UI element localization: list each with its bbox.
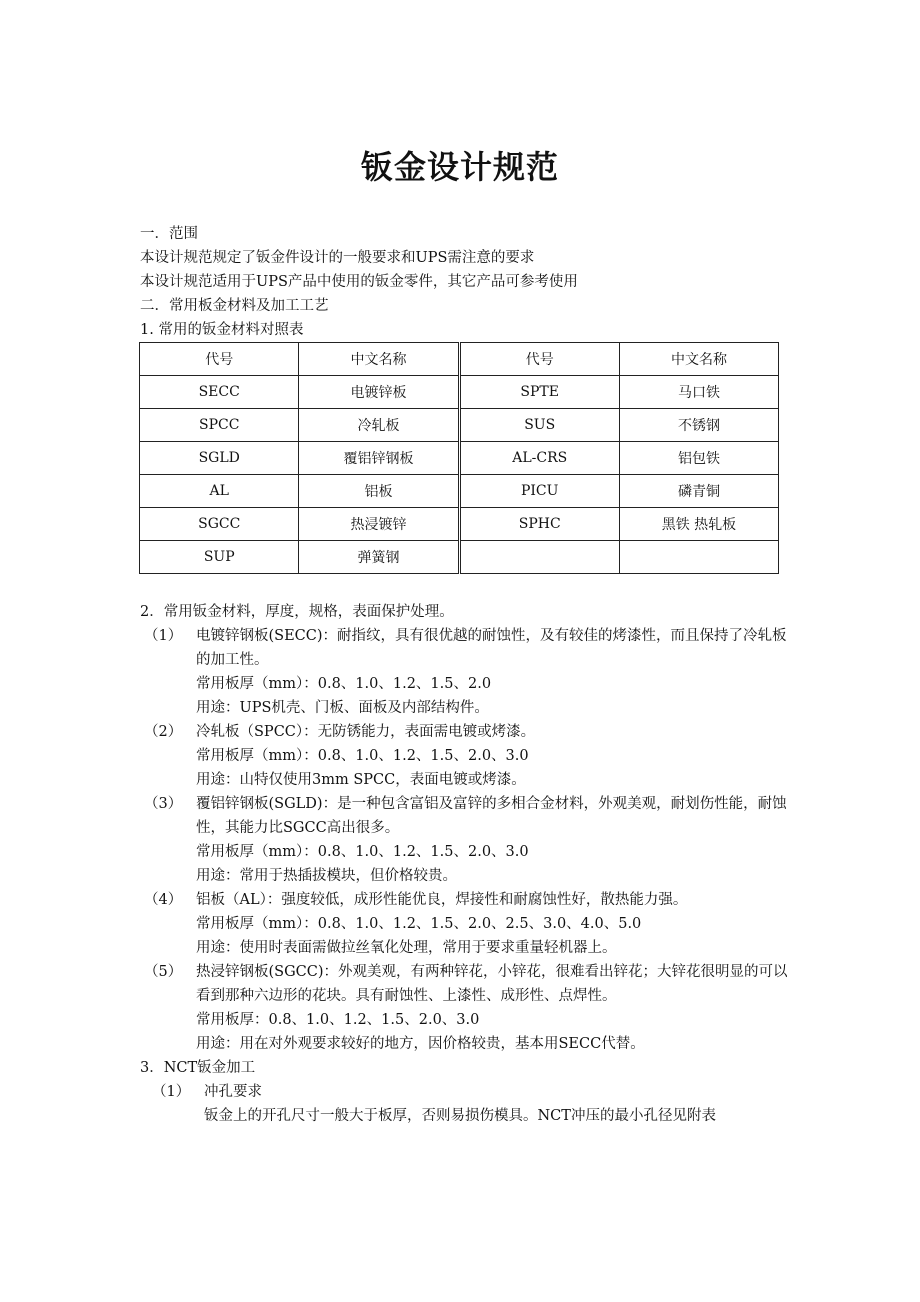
sub-heading: 冲孔要求: [204, 1084, 262, 1100]
table-cell: 黑铁 热轧板: [619, 508, 778, 541]
item-number: （5）: [144, 964, 183, 980]
section-2-3-heading: 3．NCT钣金加工: [140, 1060, 256, 1076]
item-description: 热浸锌钢板(SGCC)：外观美观，有两种锌花，小锌花，很难看出锌花；大锌花很明显的可以看到那种六边形的花块。具有耐蚀性、上漆性、成形性、点焊性。: [196, 964, 788, 1004]
sub-number: （1）: [152, 1084, 191, 1100]
item-usage: 用途：山特仅使用3mm SPCC，表面电镀或烤漆。: [196, 772, 526, 788]
table-row: [140, 541, 779, 574]
table-cell: 马口铁: [619, 376, 778, 409]
scope-line-2: 本设计规范适用于UPS产品中使用的钣金零件，其它产品可参考使用: [140, 274, 578, 290]
table-row: [140, 376, 779, 409]
table-cell: 铝板: [299, 475, 459, 508]
item-thickness: 常用板厚（mm）：0.8、1.0、1.2、1.5、2.0、3.0: [196, 844, 529, 860]
section-1-heading: 一．范围: [140, 226, 198, 242]
table-cell: 覆铝锌钢板: [299, 442, 459, 475]
table-cell: SPTE: [459, 376, 619, 409]
table-header-cell: 中文名称: [299, 343, 459, 376]
item-description: 覆铝锌钢板(SGLD)：是一种包含富铝及富锌的多相合金材料，外观美观，耐划伤性能，耐蚀性，其能力比SGCC高出很多。: [196, 796, 787, 836]
item-number: （4）: [144, 892, 183, 908]
table-row: [140, 442, 779, 475]
table-header-row: [140, 343, 779, 376]
item-thickness: 常用板厚：0.8、1.0、1.2、1.5、2.0、3.0: [196, 1012, 480, 1028]
table-cell: PICU: [459, 475, 619, 508]
scope-line-1: 本设计规范规定了钣金件设计的一般要求和UPS需注意的要求: [140, 250, 535, 266]
document-title: 钣金设计规范: [360, 148, 559, 186]
table-cell: SUS: [459, 409, 619, 442]
table-header-cell: 代号: [459, 343, 619, 376]
table-cell: 热浸镀锌: [299, 508, 459, 541]
table-cell: SGCC: [140, 508, 299, 541]
table-cell: 磷青铜: [619, 475, 778, 508]
table-row: [140, 409, 779, 442]
table-cell: [459, 541, 619, 574]
table-cell: SECC: [140, 376, 299, 409]
section-2-1-heading: 1. 常用的钣金材料对照表: [140, 322, 304, 338]
table-cell: 铝包铁: [619, 442, 778, 475]
table-cell: AL: [140, 475, 299, 508]
item-usage: 用途：使用时表面需做拉丝氧化处理，常用于要求重量轻机器上。: [196, 940, 617, 956]
table-row: [140, 508, 779, 541]
table-header-cell: 中文名称: [619, 343, 778, 376]
table-cell: SGLD: [140, 442, 299, 475]
item-thickness: 常用板厚（mm）：0.8、1.0、1.2、1.5、2.0、2.5、3.0、4.0、5.0: [196, 916, 642, 932]
item-description: 铝板（AL）：强度较低，成形性能优良，焊接性和耐腐蚀性好，散热能力强。: [196, 892, 688, 908]
table-cell: SUP: [140, 541, 299, 574]
section-2-2-heading: 2．常用钣金材料，厚度，规格，表面保护处理。: [140, 604, 454, 620]
item-description: 电镀锌钢板(SECC)：耐指纹，具有很优越的耐蚀性，及有较佳的烤漆性，而且保持了冷轧板的加工性。: [196, 628, 787, 668]
table-cell: 弹簧钢: [299, 541, 459, 574]
table-cell: 不锈钢: [619, 409, 778, 442]
table-cell: SPHC: [459, 508, 619, 541]
item-usage: 用途：常用于热插拔模块，但价格较贵。: [196, 868, 457, 884]
item-number: （1）: [144, 628, 183, 644]
materials-table: [139, 342, 779, 574]
item-number: （2）: [144, 724, 183, 740]
item-thickness: 常用板厚（mm）：0.8、1.0、1.2、1.5、2.0: [196, 676, 492, 692]
section-2-heading: 二．常用板金材料及加工工艺: [140, 298, 329, 314]
punching-paragraph: 钣金上的开孔尺寸一般大于板厚，否则易损伤模具。NCT冲压的最小孔径见附表: [204, 1108, 716, 1124]
table-row: [140, 475, 779, 508]
table-cell: 电镀锌板: [299, 376, 459, 409]
table-header-cell: 代号: [140, 343, 299, 376]
table-cell: [619, 541, 778, 574]
item-usage: 用途：UPS机壳、门板、面板及内部结构件。: [196, 700, 489, 716]
table-cell: 冷轧板: [299, 409, 459, 442]
item-number: （3）: [144, 796, 183, 812]
item-description: 冷轧板（SPCC）：无防锈能力，表面需电镀或烤漆。: [196, 724, 536, 740]
item-thickness: 常用板厚（mm）：0.8、1.0、1.2、1.5、2.0、3.0: [196, 748, 529, 764]
table-cell: AL-CRS: [459, 442, 619, 475]
item-usage: 用途：用在对外观要求较好的地方，因价格较贵，基本用SECC代替。: [196, 1036, 645, 1052]
table-cell: SPCC: [140, 409, 299, 442]
